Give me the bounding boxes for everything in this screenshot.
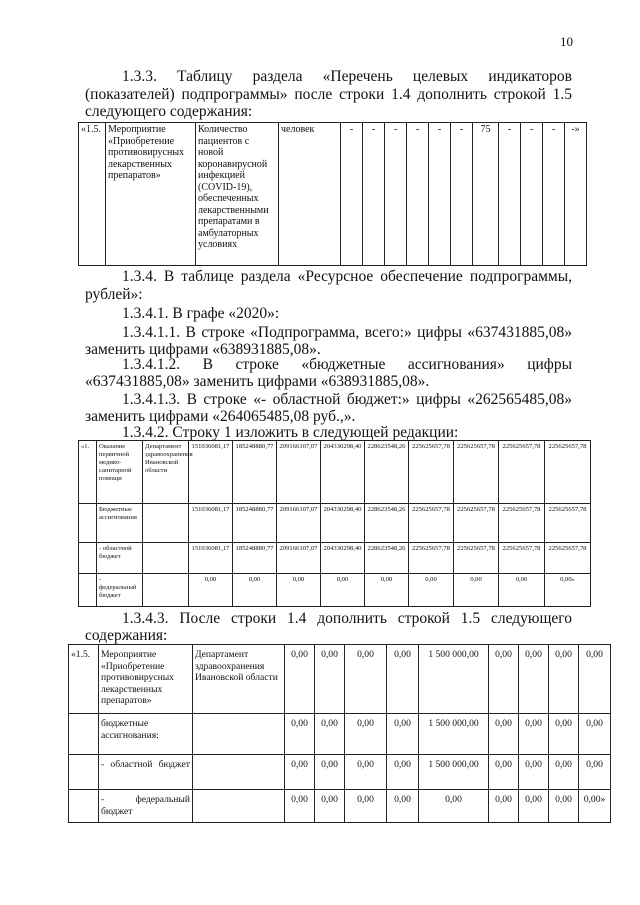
para-1-3-4-1-3-line2: заменить цифрами «264065485,08 руб.,». (85, 408, 356, 425)
table-cell: Количество пациентов с новой коронавирусной инфекцией (COVID-19), обеспеченных лекарственными препаратами в амбулаторных условиях (196, 123, 279, 266)
table-cell: 0,00 (315, 645, 345, 714)
para-1-3-3-line2: (показателей) подпрограммы» после строки 1.4 дополнить строкой 1.5 (85, 86, 572, 103)
table-cell: Департамент здравоохранения Ивановской области (193, 645, 285, 714)
table-row (79, 504, 591, 543)
table-cell: 225625657,78 (409, 504, 454, 543)
table-cell: 0,00 (321, 574, 365, 607)
table-cell: 0,00 (579, 755, 611, 790)
table-cell: 0,00 (549, 790, 579, 823)
table-cell: 0,00 (387, 755, 419, 790)
table-cell: 0,00 (579, 714, 611, 755)
table-cell: Мероприятие «Приобретение противовирусных лекарственных препаратов» (106, 123, 196, 266)
table-cell (143, 504, 189, 543)
table-cell: - федеральный бюджет (99, 790, 193, 823)
table-cell: 0,00 (233, 574, 277, 607)
table-cell: 0,00 (489, 645, 519, 714)
para-1-3-4-line1: 1.3.4. В таблице раздела «Ресурсное обеспечение подпрограммы, (122, 268, 572, 285)
table-cell (79, 543, 97, 574)
table-cell: 225625657,78 (409, 543, 454, 574)
para-1-3-4-1: 1.3.4.1. В графе «2020»: (122, 305, 280, 322)
resource-table-row1 (78, 440, 591, 607)
table-cell: 0,00 (519, 755, 549, 790)
table-cell: - областной бюджет (97, 543, 143, 574)
table-row (79, 441, 591, 504)
table-cell: 151036081,17 (189, 441, 233, 504)
table-cell: 0,00 (345, 645, 387, 714)
table-cell: 185248880,77 (233, 543, 277, 574)
table-cell: - (407, 123, 429, 266)
table-cell: 225625657,78 (545, 504, 591, 543)
table-cell: 0,00 (549, 755, 579, 790)
table-cell: - (499, 123, 521, 266)
table-cell: 204330298,40 (321, 441, 365, 504)
table-cell: 0,00 (387, 790, 419, 823)
para-1-3-4-1-1-line1: 1.3.4.1.1. В строке «Подпрограмма, всего:» цифры «637431885,08» (122, 324, 572, 341)
table-row (79, 543, 591, 574)
table-cell: «1.5. (69, 645, 99, 714)
table-cell: 0,00 (285, 755, 315, 790)
table-cell: -» (565, 123, 587, 266)
table-cell: 228623548,26 (365, 441, 409, 504)
table-row (79, 123, 587, 266)
table-cell: Мероприятие «Приобретение противовирусных лекарственных препаратов» (99, 645, 193, 714)
table-cell: 0,00 (387, 714, 419, 755)
table-cell: 0,00» (545, 574, 591, 607)
table-cell: 0,00 (315, 755, 345, 790)
table-cell: - (363, 123, 385, 266)
table-cell: 1 500 000,00 (419, 714, 489, 755)
table-cell: 225625657,78 (454, 441, 499, 504)
table-cell: 225625657,78 (545, 543, 591, 574)
table-cell: 0,00 (285, 645, 315, 714)
table-cell: - (429, 123, 451, 266)
para-1-3-4-1-2-line2: «637431885,08» заменить цифрами «638931885,08». (85, 373, 430, 390)
table-cell: - (521, 123, 543, 266)
table-cell: 225625657,78 (499, 441, 545, 504)
table-row (69, 645, 611, 714)
para-1-3-4-3-line1: 1.3.4.3. После строки 1.4 дополнить строкой 1.5 следующего (122, 610, 572, 627)
table-cell: 0,00 (489, 790, 519, 823)
table-cell (193, 755, 285, 790)
table-cell: 75 (473, 123, 499, 266)
table-cell: 1 500 000,00 (419, 645, 489, 714)
table-cell: 0,00 (419, 790, 489, 823)
table-cell (69, 790, 99, 823)
table-cell: - областной бюджет (99, 755, 193, 790)
table-cell: 151036081,17 (189, 543, 233, 574)
table-cell: 204330298,40 (321, 543, 365, 574)
resource-table-row1-5 (68, 644, 611, 823)
table-cell: - (543, 123, 565, 266)
table-cell: 209166107,07 (277, 543, 321, 574)
table-cell: Департамент здравоохранения Ивановской области (143, 441, 189, 504)
table-cell (143, 543, 189, 574)
table-cell: 209166107,07 (277, 441, 321, 504)
table-cell: 151036081,17 (189, 504, 233, 543)
table-cell: 0,00 (454, 574, 499, 607)
table-cell (69, 714, 99, 755)
table-cell (79, 574, 97, 607)
table-cell: 0,00 (579, 645, 611, 714)
table-row (69, 790, 611, 823)
table-cell: Оказание первичной медико-санитарной помощи (97, 441, 143, 504)
table-cell: 0,00 (345, 714, 387, 755)
table-cell: 0,00 (387, 645, 419, 714)
para-1-3-4-3-line2: содержания: (85, 627, 168, 644)
table-cell: 225625657,78 (454, 543, 499, 574)
para-1-3-4-1-1-line2: заменить цифрами «638931885,08». (85, 341, 321, 358)
table-cell: 228623548,26 (365, 543, 409, 574)
table-cell: 1 500 000,00 (419, 755, 489, 790)
table-cell (193, 790, 285, 823)
table-cell: 0,00 (519, 645, 549, 714)
table-cell: 185248880,77 (233, 441, 277, 504)
table-cell: 0,00 (285, 790, 315, 823)
page-number: 10 (560, 34, 573, 49)
table-cell (193, 714, 285, 755)
table-cell: 204330298,40 (321, 504, 365, 543)
table-cell: 0,00 (277, 574, 321, 607)
table-cell: 0,00 (365, 574, 409, 607)
table-cell (69, 755, 99, 790)
table-cell: «1. (79, 441, 97, 504)
table-cell: 0,00 (189, 574, 233, 607)
table-cell: 185248880,77 (233, 504, 277, 543)
para-1-3-3-line1: 1.3.3. Таблицу раздела «Перечень целевых индикаторов (122, 68, 572, 85)
para-1-3-3-line3: следующего содержания: (85, 103, 253, 120)
table-cell (79, 504, 97, 543)
table-row (69, 714, 611, 755)
para-1-3-4-1-3-line1: 1.3.4.1.3. В строке «- областной бюджет:» цифры «262565485,08» (122, 391, 572, 408)
table-cell: Бюджетные ассигнования (97, 504, 143, 543)
table-cell: - федеральный бюджет (97, 574, 143, 607)
table-row (79, 574, 591, 607)
table-cell: бюджетные ассигнования: (99, 714, 193, 755)
table-cell: 228623548,26 (365, 504, 409, 543)
table-cell: 225625657,78 (454, 504, 499, 543)
table-cell: 225625657,78 (409, 441, 454, 504)
table-cell: 0,00 (315, 790, 345, 823)
table-cell: 225625657,78 (499, 504, 545, 543)
table-cell: 225625657,78 (545, 441, 591, 504)
table-cell: «1.5. (79, 123, 106, 266)
table-cell: 0,00» (579, 790, 611, 823)
indicators-table (78, 122, 587, 266)
table-cell: 0,00 (519, 714, 549, 755)
para-1-3-4-line2: рублей»: (85, 286, 143, 303)
table-cell: 0,00 (489, 714, 519, 755)
table-cell: 0,00 (345, 755, 387, 790)
table-cell: - (385, 123, 407, 266)
table-cell: - (341, 123, 363, 266)
table-cell: 0,00 (489, 755, 519, 790)
table-cell: 0,00 (409, 574, 454, 607)
table-cell: 0,00 (549, 645, 579, 714)
table-cell: 0,00 (549, 714, 579, 755)
table-cell: 225625657,78 (499, 543, 545, 574)
table-cell: - (451, 123, 473, 266)
para-1-3-4-2: 1.3.4.2. Строку 1 изложить в следующей редакции: (122, 424, 459, 441)
table-cell: 209166107,07 (277, 504, 321, 543)
para-1-3-4-1-2-line1: 1.3.4.1.2. В строке «бюджетные ассигнования» цифры (122, 356, 572, 373)
table-cell: 0,00 (499, 574, 545, 607)
table-cell: 0,00 (315, 714, 345, 755)
table-row (69, 755, 611, 790)
table-cell: 0,00 (519, 790, 549, 823)
table-cell: 0,00 (345, 790, 387, 823)
table-cell (143, 574, 189, 607)
table-cell: человек (279, 123, 341, 266)
table-cell: 0,00 (285, 714, 315, 755)
